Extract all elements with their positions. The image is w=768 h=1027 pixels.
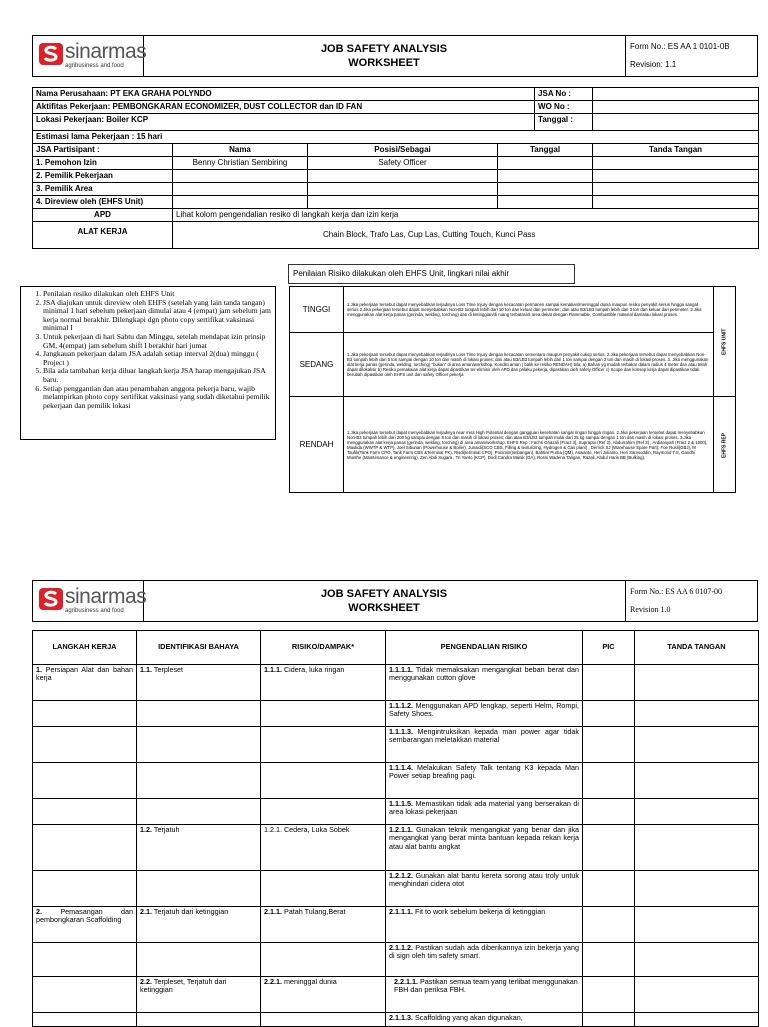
table-row: [33, 943, 759, 977]
apd-label: APD: [33, 209, 173, 222]
pengendalian-cell: 1.1.1.3. Mengintruksikan kepada man power agar tidak sembarangan meletakkan material: [386, 727, 583, 763]
wo-no-value[interactable]: [593, 101, 759, 114]
tanggal-label: Tanggal :: [535, 114, 593, 131]
pic-cell[interactable]: [583, 943, 635, 977]
pengendalian-cell: 1.1.1.5. Memastikan tidak ada material yang berserakan di area lokasi pekerjaan: [386, 799, 583, 825]
risk-rendah-desc: 1.Jika pekerjaan tersebut dapat menyebabkan terjadinya near miss High Potential dengan gangguan kesehatan sangat ringan hingga ringan. 2.Jika pekerjaan tersebut dapat menyebabkan Non-B3 tumpah lebih dari 200 kg sampai dengan 5 ton dan masih di lokasi proses; dan atau B3/LB3 tumpah mulai dari 25 kg sampai dengan 1 ton dan masih di lokasi proses. 3.Jika menggunakan alat kerja panas (gerinda, welding, torching) di area aman/workshop. EHFS Rep : Fachri Ghazali (Fract 3), Suprapto (Ref 2), Abdurrahim (Ref 3) , Ardiansyah (Fract 2 & 1000), Maulida (WWTP & WTP), Joel Siburian (Powerhouse & Boiler), Junaidi(SCO CBS, Filling & texturizing, Hydrogen & Gas plant) , Derrick SJ (Warehouse Spare Part); Foe Rusli(GBJ), M Taufik(Tank Farm CPO, Tank Farm CBS &Terminal PK), Risdi(terminal CPO), Ponimin(timbangan), Bahtiar Purba (QM), Aswanto, Heri Julianto, Heri Samsuddin, Raymond T.S, Gandhi Munthe (Maintenance & engineering), Zen Abdi Sugara , Tri Yanto (KCP), Dodi Candra Manik (GA), Rossi Wadena Tarigan, Razali, Abdul Haris BB (Bulking),: [344, 397, 714, 493]
pemilik-area-tanggal[interactable]: [498, 183, 593, 196]
lokasi-pekerjaan: Lokasi Pekerjaan: Boiler KCP: [33, 114, 535, 131]
wo-no-label: WO No :: [535, 101, 593, 114]
ttd-cell[interactable]: [635, 825, 759, 871]
pemohon-izin-ttd[interactable]: [593, 157, 759, 170]
ttd-cell[interactable]: [635, 943, 759, 977]
pemilik-pekerjaan-nama[interactable]: [173, 170, 308, 183]
pic-cell[interactable]: [583, 825, 635, 871]
col-tanda-tangan: TANDA TANGAN: [635, 631, 759, 665]
bahaya-cell: 1.1. Terpleset: [137, 665, 261, 701]
risk-level-rendah[interactable]: RENDAH: [290, 397, 344, 493]
ehfs-unit-label: EHFS UNIT: [714, 287, 736, 397]
table-row: [33, 825, 759, 871]
risk-level-table: [289, 286, 736, 493]
pic-cell[interactable]: [583, 701, 635, 727]
pengendalian-cell: 1.2.1.1. Gunakan teknik mengangkat yang benar dan jika mengangkat yang berat minta bantuan kepada rekan kerja atau alat bantu angkat: [386, 825, 583, 871]
risiko-cell: 1.2.1. Cedera, Luka Sobek: [261, 825, 386, 871]
header-block-2: [32, 580, 758, 622]
col-langkah-kerja: LANGKAH KERJA: [33, 631, 137, 665]
logo-wordmark: sinarmas: [65, 40, 147, 63]
sinarmas-logo-icon: [39, 43, 63, 65]
pengendalian-cell: 2.1.1.3. Scaffolding yang akan digunakan,: [386, 1013, 583, 1027]
jsa-no-value[interactable]: [593, 88, 759, 101]
bahaya-cell: 1.2. Terjatuh: [137, 825, 261, 871]
apd-value: Lihat kolom pengendalian resiko di langkah kerja dan izin kerja: [173, 209, 759, 222]
note-item: 2. JSA diajukan untuk direview oleh EHFS (setelah yang lain tanda tangan) minimal 1 hari sebelum pekerjaan dimulai atau 4 (empat) jam sebelum jam kerja normal berakhir. Dilengkapi dgn photo copy sertifikat vaksinasi minimal I: [43, 299, 275, 333]
risiko-cell: 2.2.1. meninggal dunia: [261, 977, 386, 1013]
pic-cell[interactable]: [583, 871, 635, 907]
tanggal-value[interactable]: [593, 114, 759, 131]
risk-level-tinggi[interactable]: TINGGI: [290, 287, 344, 333]
direview-nama[interactable]: [173, 196, 308, 209]
pengendalian-cell: 1.1.1.2. Menggunakan APD lengkap, seperti Helm, Rompi, Safety Shoes.: [386, 701, 583, 727]
ttd-cell[interactable]: [635, 701, 759, 727]
direview-label: 4. Direview oleh (EHFS Unit): [33, 196, 173, 209]
note-item: 1. Penilaian resiko dilakukan oleh EHFS Unit: [43, 290, 275, 299]
ttd-cell[interactable]: [635, 799, 759, 825]
logo-subtitle: agribusiness and food: [65, 608, 124, 614]
sinarmas-logo-icon: [39, 588, 63, 610]
table-row: [33, 977, 759, 1013]
partisipant-header: JSA Partisipant :: [33, 144, 173, 157]
pic-cell[interactable]: [583, 907, 635, 943]
risiko-cell: 2.1.1. Patah Tulang,Berat: [261, 907, 386, 943]
col-risiko-dampak: RISIKO/DAMPAK*: [261, 631, 386, 665]
pemilik-pekerjaan-posisi[interactable]: [308, 170, 498, 183]
pemilik-area-label: 3. Pemilik Area: [33, 183, 173, 196]
posisi-header: Posisi/Sebagai: [308, 144, 498, 157]
col-pengendalian-risiko: PENGENDALIAN RISIKO: [386, 631, 583, 665]
direview-tanggal[interactable]: [498, 196, 593, 209]
pic-cell[interactable]: [583, 1013, 635, 1027]
risiko-cell: 1.1.1. Cidera, luka ringan: [261, 665, 386, 701]
table-row: [33, 727, 759, 763]
pemohon-izin-nama[interactable]: Benny Christian Sembiring: [173, 157, 308, 170]
aktifitas-pekerjaan: Aktifitas Pekerjaan: PEMBONGKARAN ECONOMIZER, DUST COLLECTOR dan ID FAN: [33, 101, 535, 114]
ehfs-rep-label: EHFS REP: [714, 397, 736, 493]
risk-level-sedang[interactable]: SEDANG: [290, 333, 344, 397]
jsa-notes-box: [20, 286, 276, 440]
table-row: [33, 871, 759, 907]
pengendalian-cell: 1.2.1.2. Gunakan alat bantu kereta sorong atau troly untuk menghindari cidera otot: [386, 871, 583, 907]
penilaian-risiko-note: Penilaian Risiko dilakukan oleh EHFS Unit, lingkari nilai akhir: [288, 264, 575, 284]
ttd-cell[interactable]: [635, 1013, 759, 1027]
jsa-notes-list: [21, 290, 275, 410]
nama-perusahaan: Nama Perusahaan: PT EKA GRAHA POLYNDO: [33, 88, 535, 101]
header-block-1: [32, 35, 758, 77]
ttd-cell[interactable]: [635, 727, 759, 763]
pemilik-pekerjaan-tanggal[interactable]: [498, 170, 593, 183]
alat-kerja-label: ALAT KERJA: [33, 222, 173, 249]
bahaya-cell: 2.1. Terjatuh dari ketinggian: [137, 907, 261, 943]
pemohon-izin-posisi[interactable]: Safety Officer: [308, 157, 498, 170]
company-logo: [33, 36, 147, 76]
ttd-header: Tanda Tangan: [593, 144, 759, 157]
ttd-cell[interactable]: [635, 907, 759, 943]
logo-wordmark: sinarmas: [65, 585, 147, 608]
risk-sedang-desc: 1.Jika pekerjaan tersebut dapat menyebabkan terjadinya Loss Time Injury dengan kecacatan sementara maupun penyakit cukup serius. 2.Jika pekerjaan tersebut dapat menyebabkan Non-B3 tumpah lebih dari 5 ton sampai dengan 10 ton dan masih di lokasi proses; dan atau B3/LB3 tumpah lebih dari 1 ton sampai dengan 3 ton dan masih di lokasi proses. 3. Jika menggunakan alat kerja panas (gerinda, welding, torching) "bukan" di area aman/workshop. Kondisi aman ( balik ke resiko RENDAH) bila: a) Bahan yg mudah terbakar dalam radius 4 meter dan atau telah dapat dilokalisir b) Resiko pemakaian alat kerja dapat dipastikan ter-eliminir oleh APD dan prilaku pekerja, dipastikan oleh safety Officer c) Scope dan konsep kerja dapat dipastikan tidak berubah dipastikan oleh EHFS unit dan safety Officer pekerja: [344, 333, 714, 397]
langkah-kerja-cell: 1. Persiapan Alat dan bahan kerja: [33, 665, 137, 701]
langkah-kerja-cell: 2. Pemasangan dan pembongkaran Scaffolding: [33, 907, 137, 943]
tanggal-header: Tanggal: [498, 144, 593, 157]
pengendalian-cell: 1.1.1.4. Melakukan Safety Talk tentang K3 kepada Man Power setiap breafing pagi.: [386, 763, 583, 799]
pengendalian-cell: 2.1.1.1. Fit to work sebelum bekerja di ketinggian: [386, 907, 583, 943]
note-item: 4. Jangkauan pekerjaan dalam JSA adalah setiap interval 2(dua) minggu ( Project ): [43, 350, 275, 367]
jsa-no-label: JSA No :: [535, 88, 593, 101]
pengendalian-cell: 2.2.1.1. Pastikan semua team yang terlibat menggunakan FBH dan periksa FBH.: [386, 977, 583, 1013]
table-row: [33, 701, 759, 727]
direview-posisi[interactable]: [308, 196, 498, 209]
pic-cell[interactable]: [583, 727, 635, 763]
pemohon-izin-tanggal[interactable]: [498, 157, 593, 170]
table-row: [33, 907, 759, 943]
pemilik-pekerjaan-ttd[interactable]: [593, 170, 759, 183]
pemilik-pekerjaan-label: 2. Pemilik Pekerjaan: [33, 170, 173, 183]
nama-header: Nama: [173, 144, 308, 157]
form-number: Form No.: ES AA 6 0107-00 Revision 1.0: [625, 581, 759, 621]
note-item: 5. Bila ada tambahan kerja diluar langkah kerja JSA harap mengajukan JSA baru.: [43, 367, 275, 384]
direview-ttd[interactable]: [593, 196, 759, 209]
pemilik-area-posisi[interactable]: [308, 183, 498, 196]
col-pic: PIC: [583, 631, 635, 665]
pemilik-area-nama[interactable]: [173, 183, 308, 196]
alat-kerja-value: Chain Block, Trafo Las, Cup Las, Cutting Touch, Kunci Pass: [173, 222, 759, 249]
ttd-cell[interactable]: [635, 763, 759, 799]
note-item: 6. Setiap penggantian dan atau penambahan anggota pekerja baru, wajib melampirkan photo copy sertifikat vaksinasi yang sudah diketahui pemilik pekerjaan dan pemilik lokasi: [43, 385, 275, 411]
company-logo: [33, 581, 147, 621]
table-row: [33, 665, 759, 701]
table-row: [33, 763, 759, 799]
bahaya-cell: 2.2. Terpleset, Terjatuh dari ketinggian: [137, 977, 261, 1013]
note-item: 3. Untuk pekerjaan di hari Sabtu dan Minggu, setelah mendapat izin prinsip GM, 4(empat) jam sebelum shift I berakhir hari jumat: [43, 333, 275, 350]
pemohon-izin-label: 1. Pemohon Izin: [33, 157, 173, 170]
ttd-cell[interactable]: [635, 665, 759, 701]
pemilik-area-ttd[interactable]: [593, 183, 759, 196]
risk-tinggi-desc: 1.Jika pekerjaan tersebut dapat menyebabkan terjadinya Loss Time Injury dengan kecacatan permanen sampai kematian/meninggal dunia maupun resiko penyakit serius hingga sangat serius 2.Jika pekerjaan tersebut dapat menyebabkan Non-B3 tumpah lebih dari 10 ton dan keluar dari perimeter; dan atau B3/LB3 tumpah lebih dari 3 ton dan keluar dari perimeter. 3.Jika menggunakan alat kerja panas (gerinda, welding, torching) dan di ketinggian/di ruang terbatas/di area dekat dengan Flammable, Combustible material dan/atau lokasi proses.: [344, 287, 714, 333]
pengendalian-cell: 2.1.1.2. Pastikan sudah ada diberikannya izin bekerja yang di sign oleh tim safety smart.: [386, 943, 583, 977]
table-row: [33, 799, 759, 825]
logo-subtitle: agribusiness and food: [65, 63, 124, 69]
page-title: JOB SAFETY ANALYSIS WORKSHEET: [320, 588, 448, 614]
pic-cell[interactable]: [583, 977, 635, 1013]
estimasi-pekerjaan: Estimasi lama Pekerjaan : 15 hari: [33, 131, 759, 144]
ttd-cell[interactable]: [635, 977, 759, 1013]
pic-cell[interactable]: [583, 763, 635, 799]
jsa-info-table: [32, 87, 759, 249]
ttd-cell[interactable]: [635, 871, 759, 907]
pic-cell[interactable]: [583, 799, 635, 825]
pengendalian-cell: 1.1.1.1. Tidak memaksakan mengangkat beban berat dan menggunakan cutton glove: [386, 665, 583, 701]
table-row: [33, 1013, 759, 1027]
jsa-worksheet-table: [32, 630, 759, 1027]
form-number: Form No.: ES AA 1 0101-0B Revision: 1.1: [625, 36, 759, 76]
page-title: JOB SAFETY ANALYSIS WORKSHEET: [320, 43, 448, 69]
col-identifikasi-bahaya: IDENTIFIKASI BAHAYA: [137, 631, 261, 665]
pic-cell[interactable]: [583, 665, 635, 701]
